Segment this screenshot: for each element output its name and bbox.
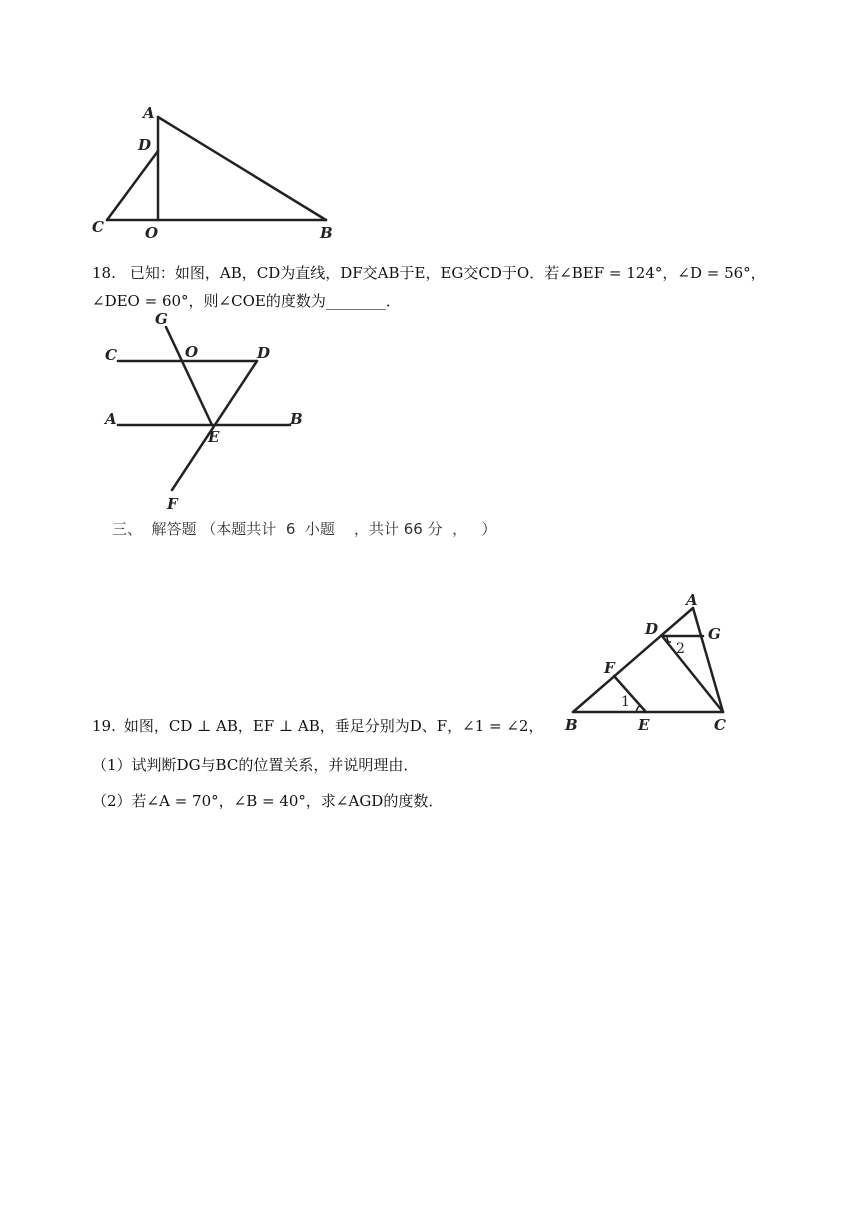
label-d: D	[645, 620, 659, 638]
question-19-part-1	[92, 754, 418, 775]
segment-fe	[614, 676, 646, 712]
label-a: A	[143, 104, 155, 122]
question-19-stem	[92, 715, 543, 736]
label-a: A	[105, 410, 117, 428]
label-g: G	[708, 625, 721, 643]
label-d: D	[257, 344, 271, 362]
label-e: E	[638, 716, 650, 734]
question-19-text: 如图，CD ⊥ AB，EF ⊥ AB，垂足分别为D、F，∠1 = ∠2，	[123, 717, 544, 735]
label-a: A	[686, 591, 698, 609]
question-18-number: 18.	[92, 264, 116, 282]
question-18-text-2: ∠DEO = 60°，则∠COE的度数为________．	[92, 292, 401, 310]
question-19-number: 19.	[92, 717, 116, 735]
label-f: F	[604, 659, 615, 677]
question-19-part-2	[92, 790, 443, 811]
section-3-heading: 三、 解答题 （本题共计 6 小题 ，共计 66 分 ， ）	[112, 520, 497, 538]
question-18-text-1: 已知：如图，AB，CD为直线，DF交AB于E，EG交CD于O．若∠BEF = 124°，∠D = 56°，	[129, 264, 766, 282]
label-c: C	[714, 716, 726, 734]
question-19-part-2-text: （2）若∠A = 70°，∠B = 40°，求∠AGD的度数．	[92, 792, 444, 810]
label-b: B	[565, 716, 578, 734]
label-g: G	[155, 310, 168, 328]
segment-dc	[662, 636, 723, 712]
label-c: C	[105, 346, 117, 364]
question-19-part-1-text: （1）试判断DG与BC的位置关系，并说明理由．	[92, 756, 419, 774]
angle-label-1: 1	[621, 694, 630, 710]
angle-label-2: 2	[676, 641, 685, 657]
label-o: O	[145, 224, 159, 242]
segment-ac	[693, 608, 723, 712]
label-f: F	[167, 495, 178, 513]
label-e: E	[208, 428, 220, 446]
label-b: B	[320, 224, 333, 242]
label-b: B	[290, 410, 303, 428]
label-o: O	[185, 343, 199, 361]
label-c: C	[92, 218, 104, 236]
label-d: D	[138, 136, 152, 154]
